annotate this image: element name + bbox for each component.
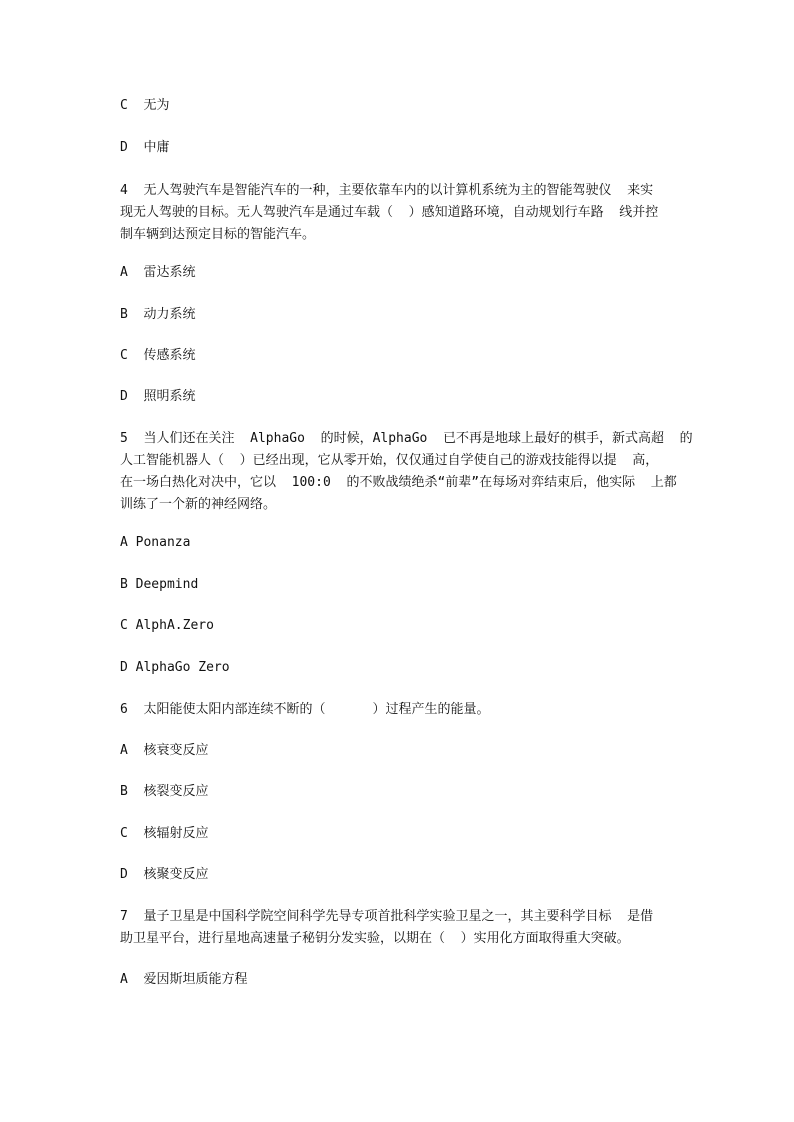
option-d-q5: D AlphaGo Zero xyxy=(120,660,230,675)
question-5-line-3: 在一场白热化对决中，它以 100:0 的不败战绩绝杀“前辈”在每场对弈结束后，他实际 上都 xyxy=(120,475,677,490)
question-7-line-1: 7 量子卫星是中国科学院空间科学先导专项首批科学实验卫星之一，其主要科学目标 是借 xyxy=(120,909,654,924)
option-d-q4: D 照明系统 xyxy=(120,389,196,404)
option-c-q5: C AlphA.Zero xyxy=(120,618,214,633)
question-6-line-1: 6 太阳能使太阳内部连续不断的（ ）过程产生的能量。 xyxy=(120,702,490,717)
option-c-q4: C 传感系统 xyxy=(120,348,196,363)
question-4-line-1: 4 无人驾驶汽车是智能汽车的一种，主要依靠车内的以计算机系统为主的智能驾驶仪 来实 xyxy=(120,183,654,198)
option-b-q4: B 动力系统 xyxy=(120,307,196,322)
option-a-q6: A 核衰变反应 xyxy=(120,743,209,758)
option-c-q3: C 无为 xyxy=(120,98,170,113)
question-5-line-2: 人工智能机器人（ ）已经出现，它从零开始，仅仅通过自学使自己的游戏技能得以提 高， xyxy=(120,453,659,468)
question-4-line-2: 现无人驾驶的目标。无人驾驶汽车是通过车载（ ）感知道路环境，自动规划行车路 线并控 xyxy=(120,205,659,220)
option-a-q5: A Ponanza xyxy=(120,535,191,550)
question-5 xyxy=(120,428,693,516)
option-c-q6: C 核辐射反应 xyxy=(120,826,209,841)
question-7 xyxy=(120,906,690,950)
option-a-q7: A 爱因斯坦质能方程 xyxy=(120,972,248,987)
question-4 xyxy=(120,180,690,246)
question-4-line-3: 制车辆到达预定目标的智能汽车。 xyxy=(120,227,316,242)
option-d-q6: D 核聚变反应 xyxy=(120,867,209,882)
option-a-q4: A 雷达系统 xyxy=(120,265,196,280)
question-5-line-1: 5 当人们还在关注 AlphaGo 的时候，AlphaGo 已不再是地球上最好的棋手，新式高超 的 xyxy=(120,431,693,446)
option-b-q6: B 核裂变反应 xyxy=(120,784,209,799)
option-b-q5: B Deepmind xyxy=(120,577,199,592)
question-5-line-4: 训练了一个新的神经网络。 xyxy=(120,497,277,512)
option-d-q3: D 中庸 xyxy=(120,140,170,155)
question-7-line-2: 助卫星平台，进行星地高速量子秘钥分发实验，以期在（ ）实用化方面取得重大突破。 xyxy=(120,931,630,946)
question-6 xyxy=(120,699,690,721)
